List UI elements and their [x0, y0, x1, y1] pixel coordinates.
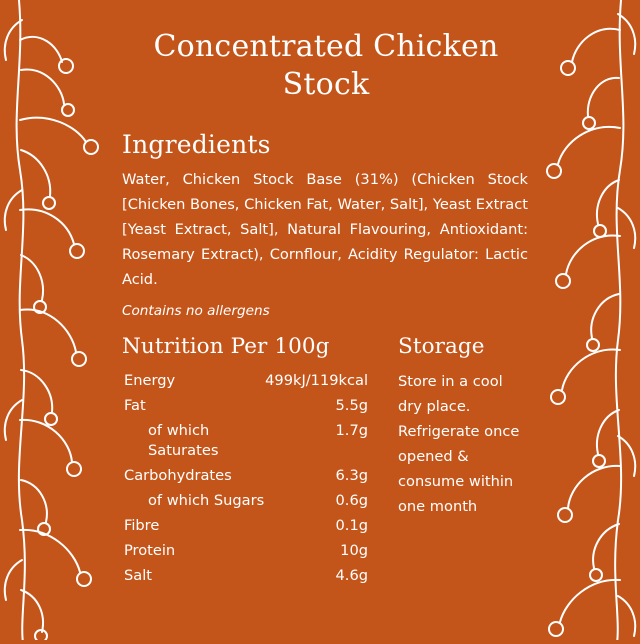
floral-border-left-decoration [0, 0, 120, 640]
label-content [122, 0, 530, 640]
nutrition-label: of which Sugars [148, 492, 265, 509]
nutrition-table [122, 369, 368, 589]
nutrition-label: Energy [124, 372, 176, 389]
table-row [122, 419, 368, 464]
floral-border-right-decoration [520, 0, 640, 640]
nutrition-value: 499kJ/119kcal [265, 372, 368, 389]
table-row [122, 464, 368, 489]
page-title: Concentrated Chicken Stock [153, 29, 499, 102]
nutrition-label: Protein [124, 542, 176, 559]
nutrition-label: Fat [124, 397, 146, 414]
nutrition-value: 4.6g [335, 567, 368, 584]
nutrition-value: 1.7g [335, 422, 368, 439]
nutrition-value: 0.6g [335, 492, 368, 509]
allergen-note: Contains no allergens [122, 303, 270, 319]
nutrition-value: 6.3g [335, 467, 368, 484]
table-row [122, 514, 368, 539]
nutrition-value: 5.5g [335, 397, 368, 414]
ingredients-heading: Ingredients [122, 130, 271, 159]
ingredients-text: Water, Chicken Stock Base (31%) (Chicken Stock [Chicken Bones, Chicken Fat, Water, Salt], Yeast Extract [Yeast Extract, Salt], Natural Flavouring, Antioxidant: Rosemary Extract), Cornflour, Acidity Regulator: Lactic Acid. [122, 171, 528, 288]
nutrition-heading: Nutrition Per 100g [122, 334, 330, 359]
table-row [122, 539, 368, 564]
nutrition-label: Fibre [124, 517, 160, 534]
storage-heading: Storage [398, 334, 485, 359]
lower-section [122, 334, 530, 589]
storage-column [390, 334, 530, 589]
nutrition-label: of which Saturates [148, 422, 219, 459]
nutrition-value: 10g [340, 542, 368, 559]
nutrition-label: Salt [124, 567, 152, 584]
table-row [122, 564, 368, 589]
storage-text: Store in a cool dry place. Refrigerate once opened & consume within one month [398, 373, 520, 515]
nutrition-value: 0.1g [335, 517, 368, 534]
table-row [122, 394, 368, 419]
table-row [122, 489, 368, 514]
nutrition-column [122, 334, 390, 589]
nutrition-label: Carbohydrates [124, 467, 232, 484]
table-row [122, 369, 368, 394]
